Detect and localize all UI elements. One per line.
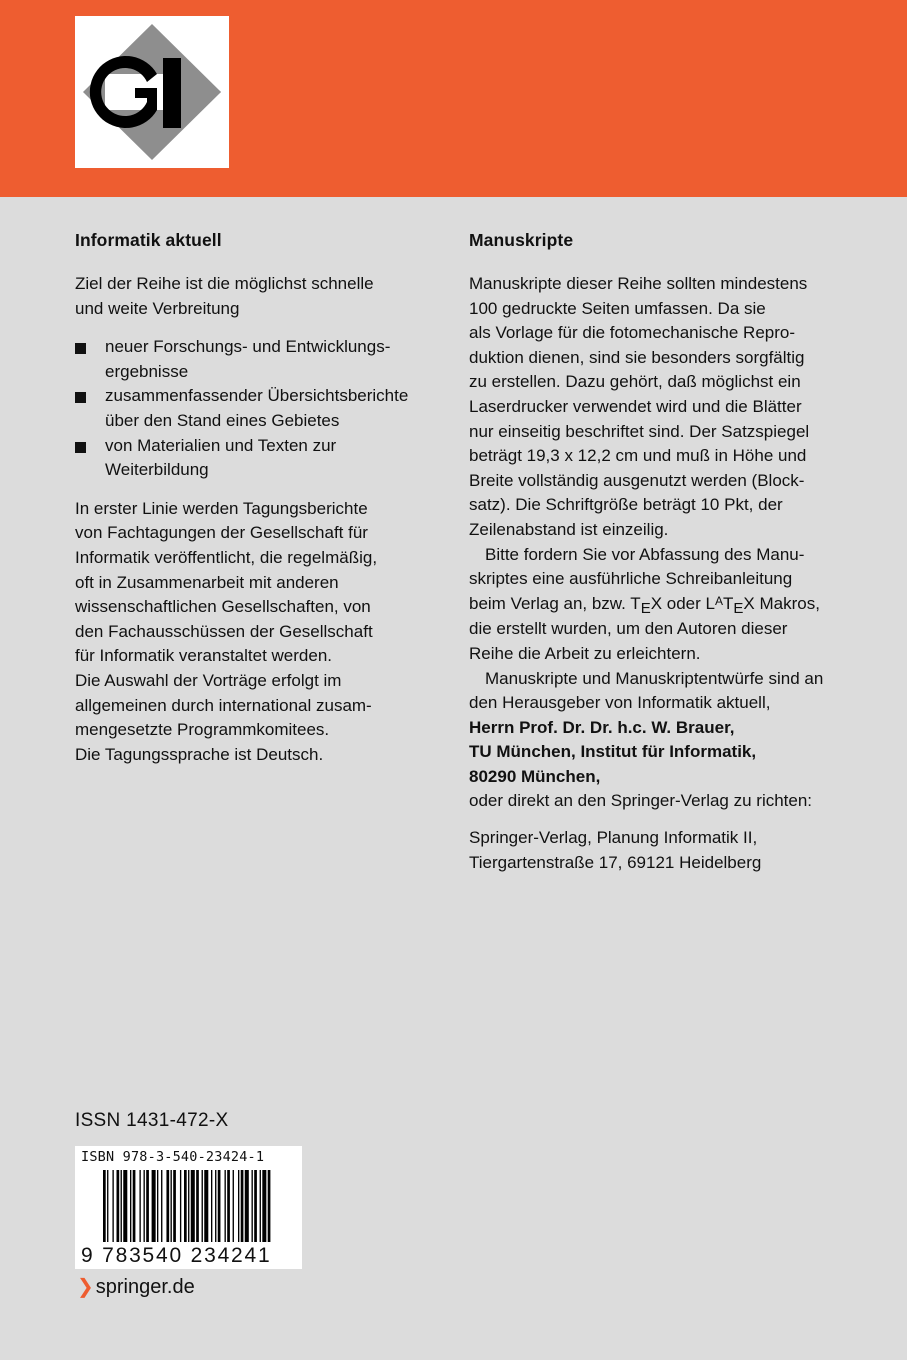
body-line: duktion dienen, sind sie besonders sorgfältig	[469, 347, 805, 367]
website-label: springer.de	[95, 1276, 195, 1298]
tex-letter: T	[630, 593, 641, 613]
bullet-line: ergebnisse	[105, 361, 189, 381]
editor-address-line: Herrn Prof. Dr. Dr. h.c. W. Brauer,	[469, 717, 735, 737]
body-line: Laserdrucker verwendet wird und die Blätter	[469, 396, 802, 416]
body-line: wissenschaftlichen Gesellschaften, von	[75, 597, 371, 617]
barcode-bar	[218, 1170, 221, 1242]
bullet-line: Weiterbildung	[105, 460, 209, 480]
barcode-bar	[262, 1170, 266, 1242]
barcode-bar	[227, 1170, 230, 1242]
body-line: satz). Die Schriftgröße beträgt 10 Pkt, der	[469, 495, 783, 515]
body-line: den Fachausschüssen der Gesellschaft	[75, 621, 373, 641]
tex-line	[469, 592, 869, 618]
body-line: Reihe die Arbeit zu erleichtern.	[469, 643, 701, 663]
publisher-line: Tiergartenstraße 17, 69121 Heidelberg	[469, 852, 762, 872]
body-line: von Fachtagungen der Gesellschaft für	[75, 523, 368, 543]
barcode-bar	[204, 1170, 208, 1242]
list-item	[75, 434, 435, 483]
barcode-bar	[245, 1170, 249, 1242]
publisher-address	[469, 826, 869, 875]
barcode-bar	[161, 1170, 162, 1242]
header-band	[0, 0, 907, 197]
body-line: zu erstellen. Dazu gehört, daß möglichst ein	[469, 372, 801, 392]
barcode-bar	[215, 1170, 216, 1242]
tex-letter: X	[650, 593, 663, 613]
body-line: oft in Zusammenarbeit mit anderen	[75, 572, 339, 592]
body-line: mengesetzte Programmkomitees.	[75, 720, 330, 740]
barcode-bar	[188, 1170, 189, 1242]
barcode-bar	[157, 1170, 158, 1242]
intro-line: Ziel der Reihe ist die möglichst schnelle	[75, 274, 374, 293]
gi-logo-icon	[75, 16, 229, 168]
barcode-bar	[123, 1170, 127, 1242]
barcode-bar	[233, 1170, 234, 1242]
isbn-barcode	[75, 1146, 302, 1269]
manuscript-paragraph-1	[469, 272, 869, 543]
bullet-line: neuer Forschungs- und Entwicklungs-	[105, 337, 391, 357]
issn-text: ISSN 1431-472-X	[75, 1110, 229, 1131]
left-body	[75, 497, 435, 768]
barcode-bar	[252, 1170, 253, 1242]
chevron-right-icon: ❯	[77, 1276, 94, 1298]
square-bullet-icon	[75, 343, 86, 354]
barcode-bar	[117, 1170, 120, 1242]
barcode-bar	[173, 1170, 176, 1242]
list-item	[75, 335, 435, 384]
body-line: Breite vollständig ausgenutzt werden (Block-	[469, 470, 805, 490]
body-line: nur einseitig beschriftet sind. Der Satzspiegel	[469, 421, 810, 441]
body-line: die erstellt wurden, um den Autoren dieser	[469, 619, 788, 639]
barcode-bar	[171, 1170, 172, 1242]
editor-address-line: TU München, Institut für Informatik,	[469, 742, 757, 762]
body-line: Manuskripte dieser Reihe sollten mindestens	[469, 274, 808, 293]
latex-letter: X	[743, 593, 755, 613]
website-link[interactable]	[77, 1274, 195, 1299]
barcode-bar	[211, 1170, 212, 1242]
body-line: Die Auswahl der Vorträge erfolgt im	[75, 670, 342, 690]
latex-letter: A	[715, 593, 724, 608]
barcode-bar	[112, 1170, 113, 1242]
barcode-bar	[254, 1170, 257, 1242]
body-line: oder direkt an den Springer-Verlag zu richten:	[469, 791, 813, 811]
latex-letter: L	[705, 593, 715, 613]
body-line: allgemeinen durch international zusam-	[75, 695, 372, 715]
intro-line: und weite Verbreitung	[75, 298, 240, 318]
barcode-bar	[152, 1170, 156, 1242]
barcode-bar	[241, 1170, 244, 1242]
body-line: Zeilenabstand ist einzeilig.	[469, 519, 669, 539]
barcode-bar	[121, 1170, 122, 1242]
manuscript-paragraph-3	[469, 667, 869, 815]
tex-letter: E	[640, 599, 651, 617]
body-line: Bitte fordern Sie vor Abfassung des Manu-	[485, 544, 805, 564]
body-line: beträgt 19,3 x 12,2 cm und muß in Höhe und	[469, 446, 807, 466]
bullet-line: über den Stand eines Gebietes	[105, 410, 340, 430]
left-intro	[75, 272, 435, 321]
body-line: In erster Linie werden Tagungsberichte	[75, 498, 368, 518]
bullet-list	[75, 335, 435, 483]
left-heading: Informatik aktuell	[75, 230, 222, 250]
tex-logo	[630, 593, 663, 617]
barcode-bar	[184, 1170, 187, 1242]
right-heading: Manuskripte	[469, 230, 574, 250]
publisher-line: Springer-Verlag, Planung Informatik II,	[469, 828, 758, 848]
body-line: Die Tagungssprache ist Deutsch.	[75, 744, 324, 764]
body-line: Informatik veröffentlicht, die regelmäßig,	[75, 547, 378, 567]
barcode-bar	[268, 1170, 271, 1242]
bullet-line: von Materialien und Texten zur	[105, 435, 337, 455]
barcode-bar	[202, 1170, 203, 1242]
text-fragment: Makros,	[754, 593, 820, 613]
barcode-bar	[103, 1170, 106, 1242]
barcode-bar	[260, 1170, 261, 1242]
latex-logo	[705, 593, 755, 617]
body-line: für Informatik veranstaltet werden.	[75, 646, 333, 666]
body-line: skriptes eine ausführliche Schreibanleitung	[469, 569, 793, 589]
barcode-bar	[107, 1170, 108, 1242]
barcode-bar	[133, 1170, 136, 1242]
body-line: 100 gedruckte Seiten umfassen. Da sie	[469, 298, 766, 318]
body-line: als Vorlage für die fotomechanische Repro-	[469, 323, 796, 343]
barcode-bar	[130, 1170, 131, 1242]
latex-letter: E	[733, 599, 744, 617]
square-bullet-icon	[75, 392, 86, 403]
barcode-bar	[191, 1170, 195, 1242]
left-column	[75, 228, 435, 767]
text-fragment: beim Verlag an, bzw.	[469, 593, 631, 613]
body-line: Manuskripte und Manuskriptentwürfe sind an	[485, 668, 824, 688]
right-column	[469, 228, 869, 875]
barcode-bar	[196, 1170, 199, 1242]
isbn-text: ISBN 978-3-540-23424-1	[81, 1149, 265, 1165]
body-line: den Herausgeber von Informatik aktuell,	[469, 693, 771, 713]
manuscript-paragraph-2	[469, 543, 869, 667]
barcode-bar	[238, 1170, 239, 1242]
barcode-bar	[144, 1170, 145, 1242]
square-bullet-icon	[75, 442, 86, 453]
list-item	[75, 384, 435, 433]
barcode-bar	[225, 1170, 226, 1242]
barcode-bar	[180, 1170, 181, 1242]
bullet-line: zusammenfassender Übersichtsberichte	[105, 386, 409, 406]
latex-letter: T	[723, 593, 734, 613]
ean-digits: 9 783540 234241	[81, 1244, 272, 1267]
barcode-bar	[139, 1170, 140, 1242]
text-fragment: oder	[662, 593, 706, 613]
barcode-bar	[166, 1170, 169, 1242]
editor-address-line: 80290 München,	[469, 766, 601, 786]
barcode-bar	[146, 1170, 149, 1242]
